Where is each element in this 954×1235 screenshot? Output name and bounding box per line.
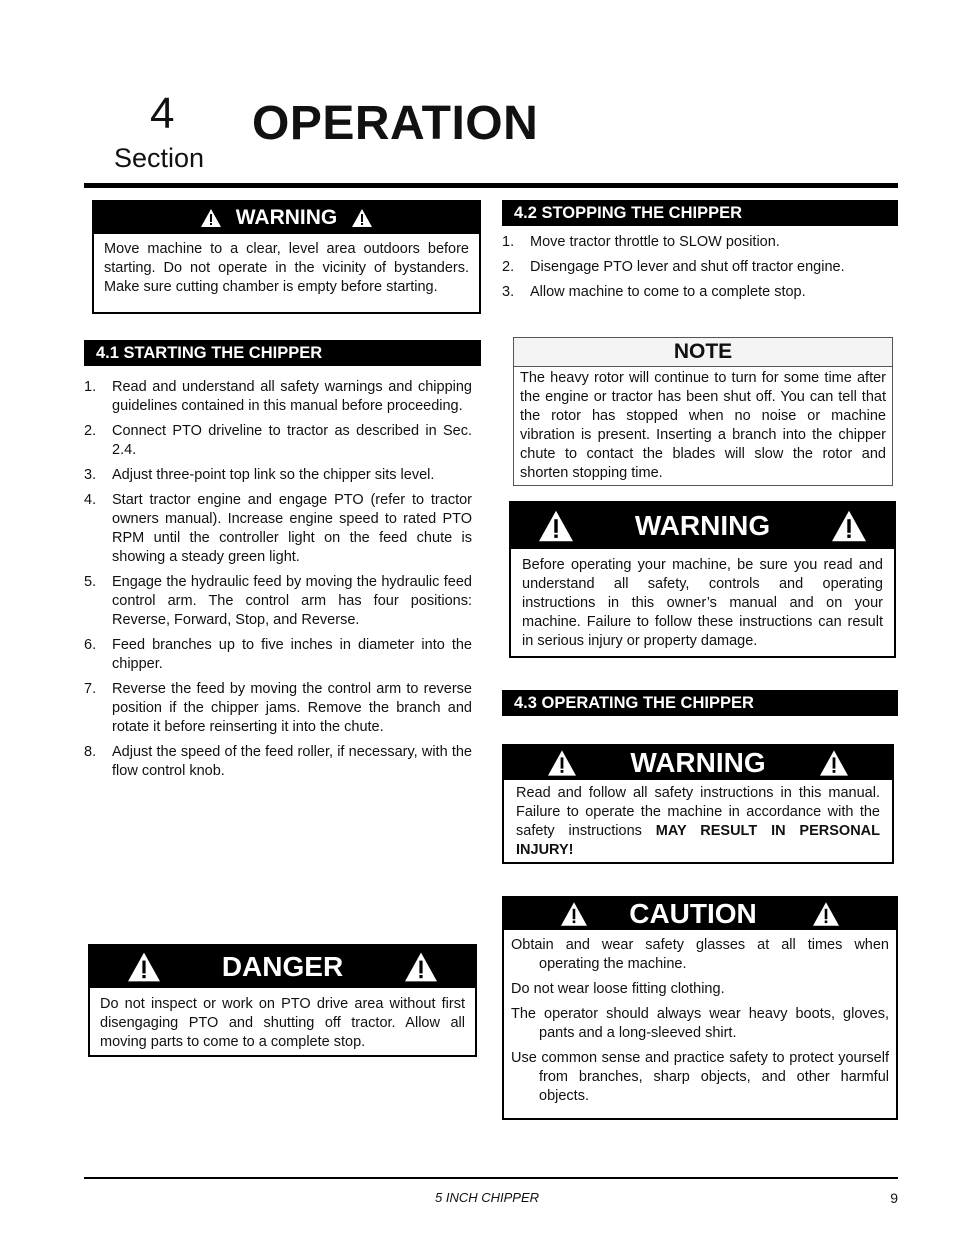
warning-triangle-icon [546, 749, 578, 777]
warning-text [504, 780, 892, 864]
step-number: 5. [84, 574, 97, 590]
warning-text: Move machine to a clear, level area outdoors before starting. Do not operate in the vicinity of bystanders. Make sure cutting chamber is empty before starting. [104, 241, 469, 295]
step-item [84, 680, 472, 737]
warning-header [504, 746, 892, 780]
warning-text: Before operating your machine, be sure you read and understand all safety, controls and operating instructions in this owner’s manual and on your machine. Failure to follow these instructions can result in serious injury or property damage. [522, 557, 883, 649]
warning-header [94, 202, 479, 234]
page-title: OPERATION [252, 97, 539, 150]
note-box [513, 337, 893, 486]
section-heading-4-1: 4.1 STARTING THE CHIPPER [84, 340, 481, 366]
step-text: Engage the hydraulic feed by moving the hydraulic feed control arm. The control arm has four positions: Reverse, Forward, Stop, and Reverse. [112, 574, 472, 628]
caution-header [504, 898, 896, 930]
danger-heading: DANGER [221, 951, 344, 982]
step-text: Disengage PTO lever and shut off tractor engine. [530, 259, 845, 275]
warning-text-emphasis: MAY RESULT IN PERSONAL INJURY! [516, 823, 880, 858]
step-item [502, 258, 892, 277]
warning-heading: WARNING [634, 510, 771, 541]
warning-header [511, 503, 894, 549]
caution-heading: CAUTION [629, 898, 757, 929]
warning-triangle-icon [126, 951, 162, 983]
caution-item: Do not wear loose fitting clothing. [511, 981, 725, 997]
step-item [502, 233, 892, 252]
warning-triangle-icon [351, 208, 373, 228]
danger-box [88, 944, 477, 1057]
step-text: Adjust the speed of the feed roller, if necessary, with the flow control knob. [112, 744, 472, 779]
caution-item: Use common sense and practice safety to protect yourself from branches, sharp objects, and other harmful objects. [511, 1050, 889, 1104]
step-number: 3. [502, 284, 515, 300]
warning-triangle-icon [811, 901, 841, 927]
section-heading-4-3: 4.3 OPERATING THE CHIPPER [502, 690, 898, 716]
footer-title: 5 INCH CHIPPER [435, 1190, 540, 1205]
step-text: Reverse the feed by moving the control arm to reverse position if the chipper jams. Remove the branch and rotate it before reinserting it into the chute. [112, 681, 472, 735]
step-number: 1. [84, 379, 97, 395]
warning-triangle-icon [830, 509, 868, 543]
step-text: Connect PTO driveline to tractor as described in Sec. 2.4. [112, 423, 472, 458]
warning-text-plain: Read and follow all safety instructions in this manual. Failure to operate the machine in accordance with the safety instructions [516, 785, 880, 839]
warning-box-safety-instructions [502, 744, 894, 864]
section-label: Section [114, 143, 205, 173]
step-text: Adjust three-point top link so the chipper sits level. [112, 467, 435, 483]
note-heading: NOTE [514, 338, 892, 367]
step-number: 2. [84, 423, 97, 439]
warning-triangle-icon [200, 208, 222, 228]
starting-steps-list [84, 378, 472, 787]
page-number: 9 [890, 1190, 898, 1206]
warning-box-read-manual [509, 501, 896, 658]
step-item [84, 378, 472, 416]
caution-item: The operator should always wear heavy boots, gloves, pants and a long-sleeved shirt. [511, 1006, 889, 1041]
step-item [84, 573, 472, 630]
step-text: Feed branches up to five inches in diameter into the chipper. [112, 637, 472, 672]
warning-box-move-machine [92, 200, 481, 314]
warning-triangle-icon [537, 509, 575, 543]
footer-rule [84, 1177, 898, 1179]
warning-triangle-icon [559, 901, 589, 927]
caution-list [504, 930, 896, 1118]
section-number: 4 [150, 89, 175, 138]
step-item [84, 491, 472, 567]
caution-box [502, 896, 898, 1120]
step-number: 4. [84, 492, 97, 508]
step-number: 2. [502, 259, 515, 275]
danger-text: Do not inspect or work on PTO drive area without first disengaging PTO and shutting off tractor. Allow all moving parts to come to a complete stop. [100, 996, 465, 1050]
stopping-steps-list [502, 233, 892, 308]
step-number: 3. [84, 467, 97, 483]
danger-header [90, 946, 475, 988]
step-item [502, 283, 892, 302]
warning-heading: WARNING [235, 206, 338, 229]
step-number: 1. [502, 234, 515, 250]
step-item [84, 422, 472, 460]
step-number: 7. [84, 681, 97, 697]
warning-triangle-icon [403, 951, 439, 983]
step-number: 8. [84, 744, 97, 760]
step-text: Move tractor throttle to SLOW position. [530, 234, 780, 250]
step-item [84, 743, 472, 781]
header-rule [84, 183, 898, 188]
step-text: Start tractor engine and engage PTO (refer to tractor owners manual). Increase engine speed to rated PTO RPM until the controller light on the feed chute is showing a steady green light. [112, 492, 472, 565]
step-text: Read and understand all safety warnings and chipping guidelines contained in this manual before proceeding. [112, 379, 472, 414]
warning-triangle-icon [818, 749, 850, 777]
section-heading-4-2: 4.2 STOPPING THE CHIPPER [502, 200, 898, 226]
note-text: The heavy rotor will continue to turn for some time after the engine or tractor has been shut off. You can tell that the rotor has stopped when no noise or machine vibration is present. Inserting a branch into the chipper chute to contact the blades will slow the rotor and shorten stopping time. [520, 370, 886, 481]
warning-heading: WARNING [630, 747, 766, 778]
caution-item: Obtain and wear safety glasses at all times when operating the machine. [511, 937, 889, 972]
step-item [84, 636, 472, 674]
step-text: Allow machine to come to a complete stop. [530, 284, 806, 300]
step-item [84, 466, 472, 485]
step-number: 6. [84, 637, 97, 653]
